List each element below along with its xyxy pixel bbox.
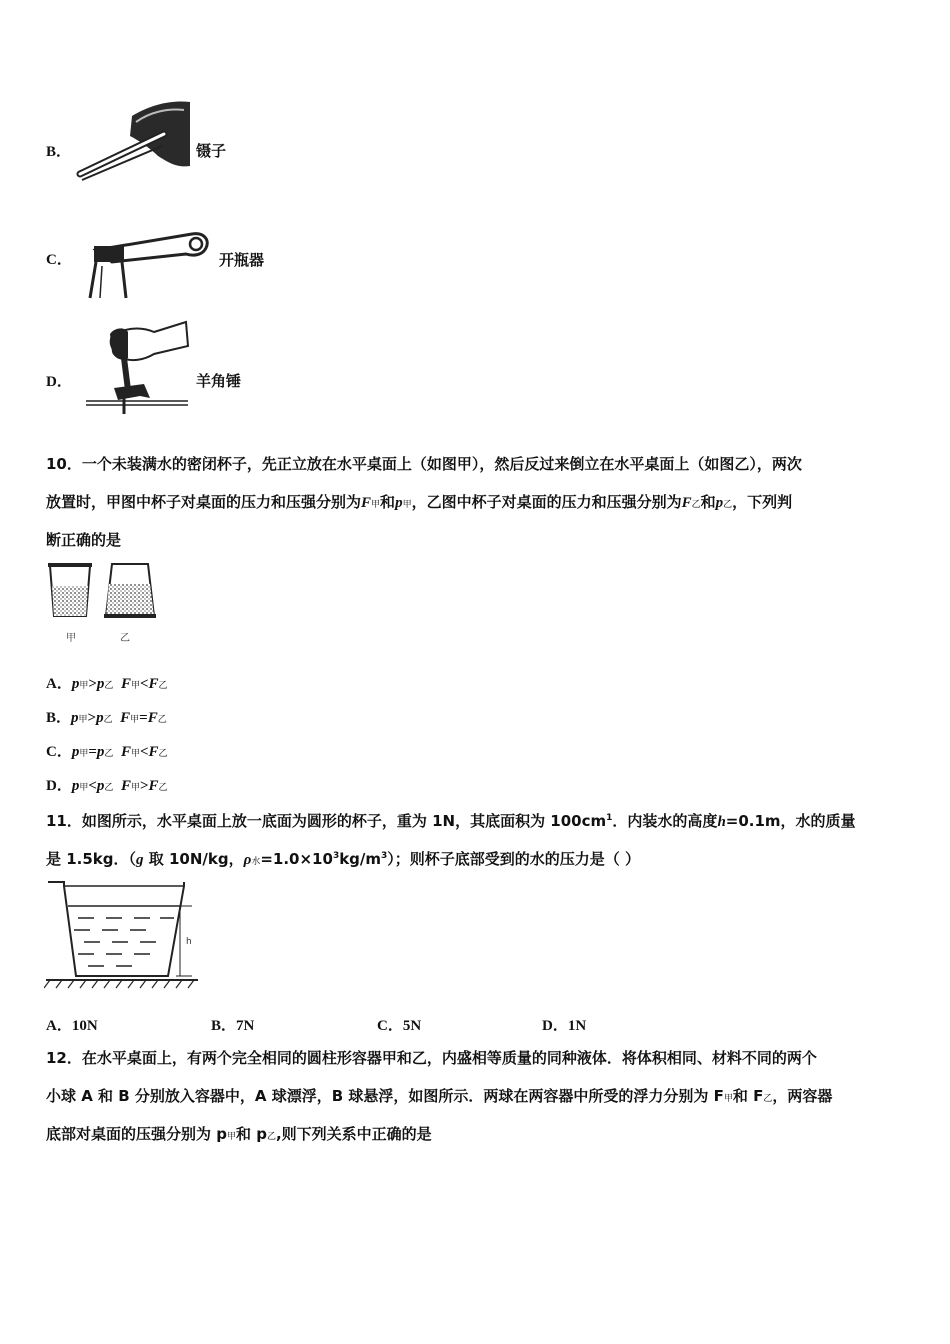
cups-figure — [46, 560, 162, 626]
q11-option-d[interactable]: D．1N — [542, 1018, 587, 1034]
q11-line-1: 11．如图所示，水平桌面上放一底面为圆形的杯子，重为 1N，其底面积为 $100cm^1$．内装水的高度h=0.1m，水的质量 — [46, 812, 856, 830]
option-c-label: C． — [46, 252, 72, 268]
q11-option-c[interactable]: C．5N — [377, 1018, 422, 1034]
q10-line-2: 放置时，甲图中杯子对桌面的压力和压强分别为F甲和p甲，乙图中杯子对桌面的压力和压强分别为F乙和p乙，下列判 — [46, 493, 793, 511]
q11-option-a[interactable]: A．10N — [46, 1018, 98, 1034]
cup-water-figure — [44, 876, 200, 994]
q11-line-2: 是 1.5kg．（g 取 10N/kg，ρ水$=1.0\times 10^3kg/m^3$）；则杯子底部受到的水的压力是（ ） — [46, 850, 641, 868]
claw-hammer-icon — [84, 318, 192, 416]
claw-hammer-label: 羊角锤 — [196, 372, 242, 390]
height-label: h — [186, 937, 192, 947]
tweezers-label: 镊子 — [196, 142, 227, 160]
q10-option-b[interactable]: B．p甲>p乙 F甲=F乙 — [46, 710, 167, 726]
option-d-label: D． — [46, 374, 72, 390]
q10-option-c[interactable]: C．p甲=p乙 F甲<F乙 — [46, 744, 168, 760]
bottle-opener-label: 开瓶器 — [219, 251, 265, 269]
q10-line-1: 10．一个未装满水的密闭杯子，先正立放在水平桌面上（如图甲），然后反过来倒立在水平桌面上（如图乙），两次 — [46, 455, 802, 473]
q11-option-b[interactable]: B．7N — [211, 1018, 255, 1034]
q12-line-1: 12．在水平桌面上，有两个完全相同的圆柱形容器甲和乙，内盛相等质量的同种液体．将体积相同、材料不同的两个 — [46, 1049, 817, 1067]
q10-option-a[interactable]: A．p甲>p乙 F甲<F乙 — [46, 676, 168, 692]
fig-yi-caption: 乙 — [120, 633, 130, 644]
fig-jia-caption: 甲 — [66, 633, 76, 644]
bottle-opener-icon — [82, 228, 214, 300]
tweezers-icon — [72, 96, 194, 186]
q12-line-2: 小球 A 和 B 分别放入容器中，A 球漂浮，B 球悬浮，如图所示．两球在两容器中所受的浮力分别为 F甲和 F乙，两容器 — [46, 1087, 833, 1105]
q12-line-3: 底部对桌面的压强分别为 p甲和 p乙,则下列关系中正确的是 — [46, 1125, 432, 1143]
option-b-label: B． — [46, 144, 72, 160]
q10-line-3: 断正确的是 — [46, 531, 122, 549]
q10-option-d[interactable]: D．p甲<p乙 F甲>F乙 — [46, 778, 168, 794]
